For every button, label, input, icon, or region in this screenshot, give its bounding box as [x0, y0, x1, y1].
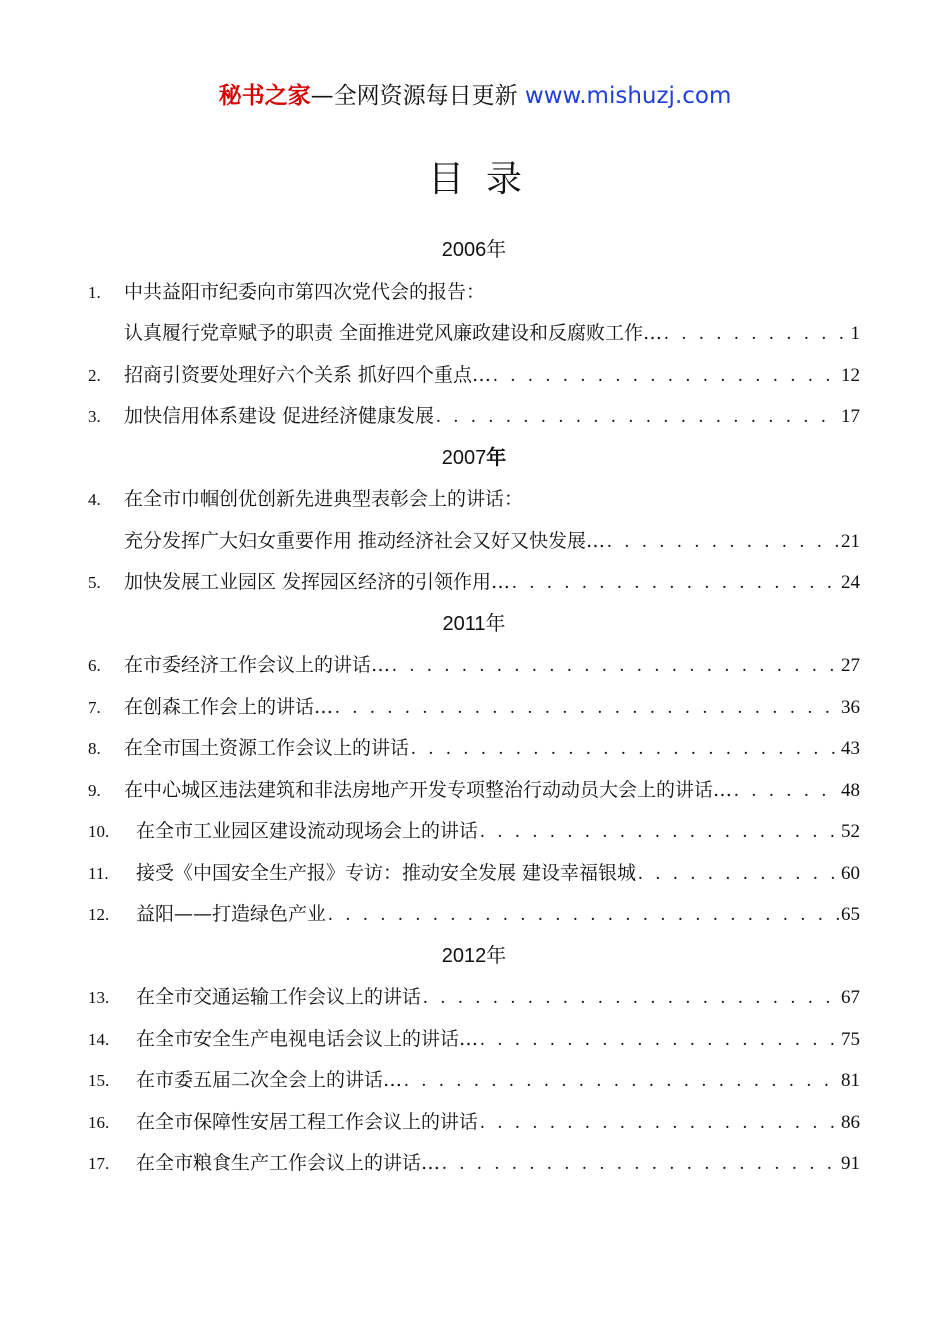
page-number: 17 — [841, 406, 860, 427]
toc-entry[interactable] — [88, 687, 860, 729]
page-number: 81 — [841, 1070, 860, 1091]
entry-number: 14. — [88, 1029, 110, 1049]
entry-title: 在全市国土资源工作会议上的讲话 — [124, 737, 410, 759]
year-value: 2007 — [441, 446, 487, 469]
entry-title: 在中心城区违法建筑和非法房地产开发专项整治行动动员大会上的讲话… — [124, 778, 733, 801]
entry-number: 12. — [88, 905, 110, 924]
toc-entry[interactable] — [88, 853, 860, 895]
entry-title: 在全市工业园区建设流动现场会上的讲话 — [136, 820, 479, 842]
page-number: 75 — [841, 1028, 860, 1050]
toc-entry[interactable] — [88, 728, 860, 770]
page-number: 65 — [841, 904, 860, 925]
brand-name: 秘书之家 — [218, 83, 311, 109]
entry-title: 益阳——打造绿色产业 — [136, 903, 327, 925]
entry-title: 在创森工作会上的讲话… — [124, 695, 334, 718]
entry-number: 3. — [88, 407, 101, 426]
entry-number: 1. — [88, 282, 101, 302]
dot-leader — [478, 1019, 839, 1061]
entry-title: 加快信用体系建设 促进经济健康发展 — [124, 405, 435, 427]
page-number: 1 — [850, 323, 860, 344]
entry-title: 在全市安全生产电视电话会议上的讲话… — [136, 1027, 479, 1050]
entry-number: 15. — [88, 1071, 110, 1090]
toc-entry[interactable] — [88, 355, 860, 397]
entry-number: 9. — [88, 780, 101, 800]
dot-leader — [409, 728, 839, 770]
entry-number: 17. — [88, 1154, 110, 1173]
toc-entry[interactable] — [88, 562, 860, 604]
dot-leader — [732, 770, 839, 812]
page-number: 43 — [841, 738, 860, 759]
entry-number: 4. — [88, 490, 101, 509]
entry-number: 8. — [88, 739, 101, 758]
page-number: 21 — [841, 530, 860, 552]
dot-leader — [421, 977, 839, 1019]
entry-title: 在全市粮食生产工作会议上的讲话… — [136, 1152, 441, 1174]
year-heading — [88, 230, 860, 272]
toc-entry[interactable] — [88, 1019, 860, 1061]
toc-entry[interactable] — [88, 1102, 860, 1144]
toc-entry[interactable] — [88, 977, 860, 1019]
toc-entry[interactable] — [88, 645, 860, 687]
entry-number: 6. — [88, 656, 101, 675]
dot-leader — [478, 811, 839, 853]
page-number: 36 — [841, 696, 860, 718]
entry-title: 认真履行党章赋予的职责 全面推进党风廉政建设和反腐败工作… — [124, 322, 663, 344]
year-heading — [88, 438, 860, 480]
dot-leader — [390, 645, 839, 687]
entry-title: 加快发展工业园区 发挥园区经济的引领作用… — [124, 571, 511, 593]
year-suffix: 年 — [486, 239, 507, 261]
entry-number: 11. — [88, 863, 109, 883]
page-number: 60 — [841, 862, 860, 884]
page-number: 27 — [841, 655, 860, 676]
dot-leader — [434, 396, 839, 438]
year-suffix: 年 — [486, 944, 507, 967]
dot-leader — [510, 562, 839, 604]
entry-title: 在全市交通运输工作会议上的讲话 — [136, 986, 422, 1008]
year-value: 2006 — [441, 239, 487, 261]
entry-title: 在市委经济工作会议上的讲话… — [124, 654, 391, 676]
year-suffix: 年 — [486, 446, 507, 469]
toc-entry[interactable] — [88, 1143, 860, 1185]
page-number: 52 — [841, 821, 860, 842]
dot-leader — [326, 894, 839, 936]
toc-entry-continuation[interactable] — [88, 313, 860, 355]
dot-leader — [662, 313, 848, 355]
page-title: 目录 — [427, 159, 544, 200]
page-number: 86 — [841, 1111, 860, 1133]
entry-number: 2. — [88, 365, 101, 385]
entry-title: 在全市巾帼创优创新先进典型表彰会上的讲话： — [124, 488, 524, 510]
site-url[interactable]: www.mishuzj.com — [524, 83, 732, 109]
toc-entry[interactable] — [88, 770, 860, 812]
dot-leader — [333, 687, 839, 729]
year-value: 2011 — [442, 612, 486, 635]
entry-title: 充分发挥广大妇女重要作用 推动经济社会又好又快发展… — [124, 529, 606, 552]
page-number: 12 — [841, 364, 860, 386]
year-heading — [88, 936, 860, 978]
toc-entry-continuation[interactable] — [88, 521, 860, 563]
entry-title: 在全市保障性安居工程工作会议上的讲话 — [136, 1110, 479, 1133]
entry-title: 在市委五届二次全会上的讲话… — [136, 1069, 403, 1091]
page-number: 24 — [841, 572, 860, 593]
dot-leader — [605, 521, 839, 563]
toc-entry[interactable] — [88, 894, 860, 936]
entry-title: 招商引资要处理好六个关系 抓好四个重点… — [124, 363, 492, 386]
dot-leader — [440, 1143, 839, 1185]
toc-entry[interactable] — [88, 811, 860, 853]
page-number: 67 — [841, 987, 860, 1008]
page-number: 91 — [841, 1153, 860, 1174]
toc-entry[interactable] — [88, 272, 860, 314]
entry-number: 7. — [88, 697, 101, 717]
entry-title: 接受《中国安全生产报》专访：推动安全发展 建设幸福银城 — [136, 861, 637, 884]
year-heading — [88, 604, 860, 646]
toc-entry[interactable] — [88, 1060, 860, 1102]
site-banner — [0, 80, 950, 112]
entry-number: 5. — [88, 573, 101, 592]
dot-leader — [402, 1060, 839, 1102]
year-value: 2012 — [441, 944, 487, 967]
dot-leader — [636, 853, 839, 895]
page-number: 48 — [841, 779, 860, 801]
toc-entry[interactable] — [88, 396, 860, 438]
banner-tagline: —全网资源每日更新 — [310, 83, 525, 109]
dot-leader — [491, 355, 839, 397]
toc-entry[interactable] — [88, 479, 860, 521]
entry-number: 16. — [88, 1112, 110, 1132]
entry-title: 中共益阳市纪委向市第四次党代会的报告： — [124, 280, 486, 303]
dot-leader — [478, 1102, 839, 1144]
entry-number: 10. — [88, 822, 110, 841]
year-suffix: 年 — [485, 612, 506, 635]
table-of-contents — [88, 230, 860, 1185]
entry-number: 13. — [88, 988, 110, 1007]
